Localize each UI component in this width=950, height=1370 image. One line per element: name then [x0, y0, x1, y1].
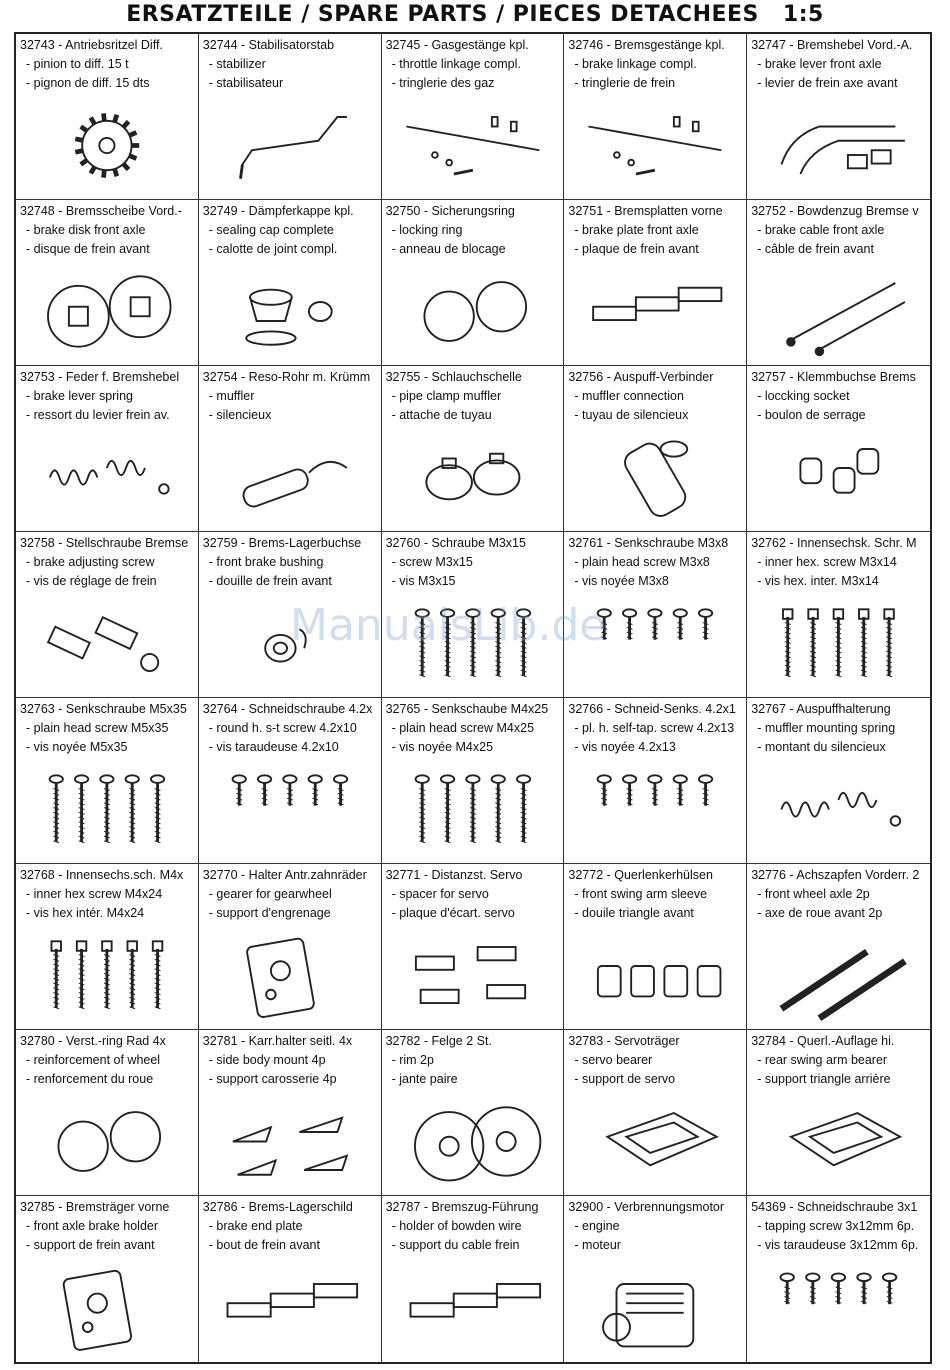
socket-icon	[751, 430, 926, 525]
part-name-fr: - vis noyée M3x8	[574, 574, 669, 588]
part-name-fr: - axe de roue avant 2p	[757, 906, 883, 920]
part-cell	[199, 532, 382, 698]
part-cell	[382, 1030, 565, 1196]
brake-disk-icon	[20, 264, 194, 359]
part-title: 32744 - Stabilisatorstab	[202, 38, 335, 52]
part-title: 32762 - Innensechsk. Schr. M	[751, 536, 917, 550]
part-title: 32770 - Halter Antr.zahnräder	[202, 868, 367, 882]
part-title: 32786 - Brems-Lagerschild	[202, 1200, 353, 1214]
part-name-en: - brake plate front axle	[574, 223, 699, 237]
clamp-icon	[386, 430, 560, 525]
part-cell	[16, 698, 199, 864]
part-name-en: - spacer for servo	[391, 887, 489, 901]
part-cell	[199, 864, 382, 1030]
part-name-en: - front axle brake holder	[26, 1219, 159, 1233]
title-text: ERSATZTEILE / SPARE PARTS / PIECES DETACHEES	[126, 2, 759, 27]
part-cell	[199, 366, 382, 532]
part-name-en: - stabilizer	[208, 57, 266, 71]
rim-icon	[386, 1094, 560, 1189]
part-cell	[747, 864, 930, 1030]
part-name-en: - brake lever front axle	[757, 57, 882, 71]
frame-icon	[568, 1094, 742, 1189]
part-name-fr: - support d'engrenage	[208, 906, 331, 920]
part-name-fr: - renforcement du roue	[26, 1072, 154, 1086]
part-name-fr: - douille de frein avant	[208, 574, 332, 588]
part-name-fr: - jante paire	[391, 1072, 458, 1086]
part-cell	[199, 34, 382, 200]
short-screw-icon	[203, 762, 377, 857]
part-name-fr: - vis M3x15	[391, 574, 456, 588]
part-name-en: - locking ring	[391, 223, 463, 237]
lever-icon	[751, 98, 926, 193]
part-name-fr: - tringlerie des gaz	[391, 76, 495, 90]
part-name-en: - inner hex screw M4x24	[26, 887, 163, 901]
part-cell	[16, 366, 199, 532]
part-name-fr: - moteur	[574, 1238, 621, 1252]
part-name-fr: - plaque d'écart. servo	[391, 906, 515, 920]
part-name-en: - plain head screw M3x8	[574, 555, 710, 569]
part-name-fr: - calotte de joint compl.	[208, 242, 338, 256]
part-title: 32768 - Innensechs.sch. M4x	[20, 868, 184, 882]
part-name-en: - front swing arm sleeve	[574, 887, 708, 901]
bolt-icon	[20, 596, 194, 691]
part-name-fr: - stabilisateur	[208, 76, 284, 90]
part-name-fr: - plaque de frein avant	[574, 242, 699, 256]
part-cell	[16, 34, 199, 200]
part-title: 32765 - Senkschaube M4x25	[385, 702, 549, 716]
cable-icon	[751, 264, 926, 359]
part-cell	[199, 698, 382, 864]
part-title: 32900 - Verbrennungsmotor	[568, 1200, 725, 1214]
part-name-en: - holder of bowden wire	[391, 1219, 522, 1233]
part-name-fr: - bout de frein avant	[208, 1238, 320, 1252]
part-name-en: - brake adjusting screw	[26, 555, 155, 569]
part-cell	[382, 200, 565, 366]
part-cell	[382, 34, 565, 200]
part-name-en: - engine	[574, 1219, 620, 1233]
linkage-icon	[568, 98, 742, 193]
part-name-fr: - vis hex intér. M4x24	[26, 906, 145, 920]
part-name-fr: - support du cable frein	[391, 1238, 520, 1252]
part-cell	[747, 34, 930, 200]
part-name-fr: - câble de frein avant	[757, 242, 874, 256]
part-cell	[199, 200, 382, 366]
scale-label: 1:5	[782, 2, 824, 27]
part-title: 32772 - Querlenkerhülsen	[568, 868, 713, 882]
part-title: 32759 - Brems-Lagerbuchse	[202, 536, 362, 550]
part-name-en: - brake end plate	[208, 1219, 303, 1233]
part-name-en: - round h. s-t screw 4.2x10	[208, 721, 357, 735]
part-name-fr: - tuyau de silencieux	[574, 408, 689, 422]
part-title: 32756 - Auspuff-Verbinder	[568, 370, 714, 384]
part-name-en: - muffler mounting spring	[757, 721, 896, 735]
part-cell	[747, 1196, 930, 1362]
part-cell	[747, 200, 930, 366]
part-name-fr: - support carosserie 4p	[208, 1072, 337, 1086]
part-name-fr: - vis noyée M4x25	[391, 740, 494, 754]
frame-icon	[751, 1094, 926, 1189]
part-title: 32760 - Schraube M3x15	[385, 536, 526, 550]
linkage-icon	[386, 98, 560, 193]
part-title: 32753 - Feder f. Bremshebel	[20, 370, 180, 384]
part-name-en: - rear swing arm bearer	[757, 1053, 888, 1067]
part-name-fr: - ressort du levier frein av.	[26, 408, 170, 422]
part-name-en: - loccking socket	[757, 389, 850, 403]
muffler-icon	[203, 430, 377, 525]
part-name-en: - pinion to diff. 15 t	[26, 57, 129, 71]
stabilizer-bar-icon	[203, 98, 377, 193]
part-title: 32747 - Bremshebel Vord.-A.	[751, 38, 913, 52]
part-cell	[747, 1030, 930, 1196]
part-title: 32781 - Karr.halter seitl. 4x	[202, 1034, 353, 1048]
part-name-fr: - attache de tuyau	[391, 408, 492, 422]
part-cell	[564, 366, 747, 532]
screw-icon	[20, 762, 194, 857]
page-title	[0, 0, 950, 30]
part-name-fr: - montant du silencieux	[757, 740, 886, 754]
part-name-fr: - tringlerie de frein	[574, 76, 676, 90]
part-name-fr: - vis taraudeuse 4.2x10	[208, 740, 339, 754]
bushing-icon	[203, 596, 377, 691]
part-title: 32766 - Schneid-Senks. 4.2x1	[568, 702, 736, 716]
part-title: 32745 - Gasgestänge kpl.	[385, 38, 529, 52]
part-name-fr: - boulon de serrage	[757, 408, 866, 422]
bracket-icon	[20, 1260, 194, 1356]
part-name-fr: - vis hex. inter. M3x14	[757, 574, 879, 588]
part-title: 32752 - Bowdenzug Bremse v	[751, 204, 919, 218]
hex-screw-icon	[20, 928, 194, 1023]
part-name-en: - reinforcement of wheel	[26, 1053, 161, 1067]
part-name-en: - tapping screw 3x12mm 6p.	[757, 1219, 915, 1233]
cap-icon	[203, 264, 377, 359]
part-cell	[564, 532, 747, 698]
part-title: 32746 - Bremsgestänge kpl.	[568, 38, 725, 52]
part-cell	[382, 532, 565, 698]
part-name-fr: - support triangle arrière	[757, 1072, 891, 1086]
body-mount-icon	[203, 1094, 377, 1189]
part-cell	[747, 532, 930, 698]
part-title: 32782 - Felge 2 St.	[385, 1034, 492, 1048]
part-name-en: - servo bearer	[574, 1053, 653, 1067]
part-name-fr: - silencieux	[208, 408, 272, 422]
part-title: 32780 - Verst.-ring Rad 4x	[20, 1034, 166, 1048]
part-title: 32785 - Bremsträger vorne	[20, 1200, 170, 1214]
part-title: 32767 - Auspuffhalterung	[751, 702, 891, 716]
bracket-icon	[203, 928, 377, 1023]
axle-icon	[751, 928, 926, 1023]
part-name-en: - front brake bushing	[208, 555, 324, 569]
part-name-en: - throttle linkage compl.	[391, 57, 521, 71]
part-title: 32784 - Querl.-Auflage hi.	[751, 1034, 895, 1048]
part-name-en: - brake disk front axle	[26, 223, 146, 237]
part-title: 32776 - Achszapfen Vorderr. 2	[751, 868, 920, 882]
part-title: 54369 - Schneidschraube 3x1	[751, 1200, 918, 1214]
part-name-en: - side body mount 4p	[208, 1053, 326, 1067]
part-name-en: - pl. h. self-tap. screw 4.2x13	[574, 721, 735, 735]
part-cell	[382, 864, 565, 1030]
part-name-en: - front wheel axle 2p	[757, 887, 870, 901]
part-cell	[16, 1196, 199, 1362]
part-cell	[564, 864, 747, 1030]
part-cell	[199, 1030, 382, 1196]
screw-icon	[386, 762, 560, 857]
part-cell	[382, 698, 565, 864]
part-cell	[16, 200, 199, 366]
part-cell	[16, 1030, 199, 1196]
part-cell	[16, 864, 199, 1030]
part-cell	[564, 1030, 747, 1196]
part-cell	[564, 34, 747, 200]
part-title: 32754 - Reso-Rohr m. Krümm	[202, 370, 371, 384]
plate-icon	[203, 1260, 377, 1356]
engine-icon	[568, 1260, 742, 1356]
part-name-en: - gearer for gearwheel	[208, 887, 332, 901]
part-name-fr: - vis de réglage de frein	[26, 574, 157, 588]
ring-icon	[386, 264, 560, 359]
hex-screw-icon	[751, 596, 926, 691]
part-name-en: - sealing cap complete	[208, 223, 334, 237]
parts-grid	[14, 32, 932, 1364]
part-name-fr: - vis taraudeuse 3x12mm 6p.	[757, 1238, 919, 1252]
short-screw-icon	[751, 1260, 926, 1356]
screw-icon	[386, 596, 560, 691]
part-name-fr: - vis noyée 4.2x13	[574, 740, 676, 754]
part-name-en: - plain head screw M5x35	[26, 721, 169, 735]
part-title: 32743 - Antriebsritzel Diff.	[20, 38, 163, 52]
part-name-fr: - levier de frein axe avant	[757, 76, 898, 90]
part-name-fr: - support de servo	[574, 1072, 676, 1086]
part-title: 32783 - Servoträger	[568, 1034, 680, 1048]
part-title: 32787 - Bremszug-Führung	[385, 1200, 539, 1214]
part-name-fr: - douile triangle avant	[574, 906, 694, 920]
part-title: 32751 - Bremsplatten vorne	[568, 204, 723, 218]
part-name-en: - screw M3x15	[391, 555, 473, 569]
part-name-en: - brake lever spring	[26, 389, 133, 403]
part-name-en: - muffler	[208, 389, 255, 403]
tube-icon	[568, 430, 742, 525]
part-cell	[564, 200, 747, 366]
part-cell	[747, 698, 930, 864]
ring-icon	[20, 1094, 194, 1189]
part-name-en: - pipe clamp muffler	[391, 389, 502, 403]
spring-icon	[751, 762, 926, 857]
part-title: 32771 - Distanzst. Servo	[385, 868, 523, 882]
part-cell	[382, 366, 565, 532]
spring-icon	[20, 430, 194, 525]
part-title: 32749 - Dämpferkappe kpl.	[202, 204, 354, 218]
part-title: 32763 - Senkschraube M5x35	[20, 702, 187, 716]
part-name-fr: - pignon de diff. 15 dts	[26, 76, 150, 90]
part-title: 32748 - Bremsscheibe Vord.-	[20, 204, 182, 218]
part-title: 32757 - Klemmbuchse Brems	[751, 370, 916, 384]
part-title: 32758 - Stellschraube Bremse	[20, 536, 189, 550]
part-cell	[16, 532, 199, 698]
spacer-icon	[386, 928, 560, 1023]
short-screw-icon	[568, 596, 742, 691]
part-title: 32761 - Senkschraube M3x8	[568, 536, 729, 550]
part-title: 32750 - Sicherungsring	[385, 204, 515, 218]
part-cell	[564, 698, 747, 864]
part-name-en: - plain head screw M4x25	[391, 721, 535, 735]
short-screw-icon	[568, 762, 742, 857]
part-name-en: - brake linkage compl.	[574, 57, 697, 71]
part-name-en: - inner hex. screw M3x14	[757, 555, 897, 569]
part-cell	[382, 1196, 565, 1362]
part-title: 32764 - Schneidschraube 4.2x	[202, 702, 373, 716]
part-name-fr: - anneau de blocage	[391, 242, 506, 256]
part-name-fr: - disque de frein avant	[26, 242, 150, 256]
part-title: 32755 - Schlauchschelle	[385, 370, 522, 384]
watermark: ManualsLib.de	[290, 600, 607, 651]
part-name-fr: - vis noyée M5x35	[26, 740, 128, 754]
part-cell	[564, 1196, 747, 1362]
part-name-en: - muffler connection	[574, 389, 684, 403]
part-name-en: - rim 2p	[391, 1053, 434, 1067]
part-cell	[747, 366, 930, 532]
part-name-fr: - support de frein avant	[26, 1238, 155, 1252]
sleeve-icon	[568, 928, 742, 1023]
plate-icon	[386, 1260, 560, 1356]
gear-icon	[20, 98, 194, 193]
plate-icon	[568, 264, 742, 359]
part-name-en: - brake cable front axle	[757, 223, 885, 237]
part-cell	[199, 1196, 382, 1362]
